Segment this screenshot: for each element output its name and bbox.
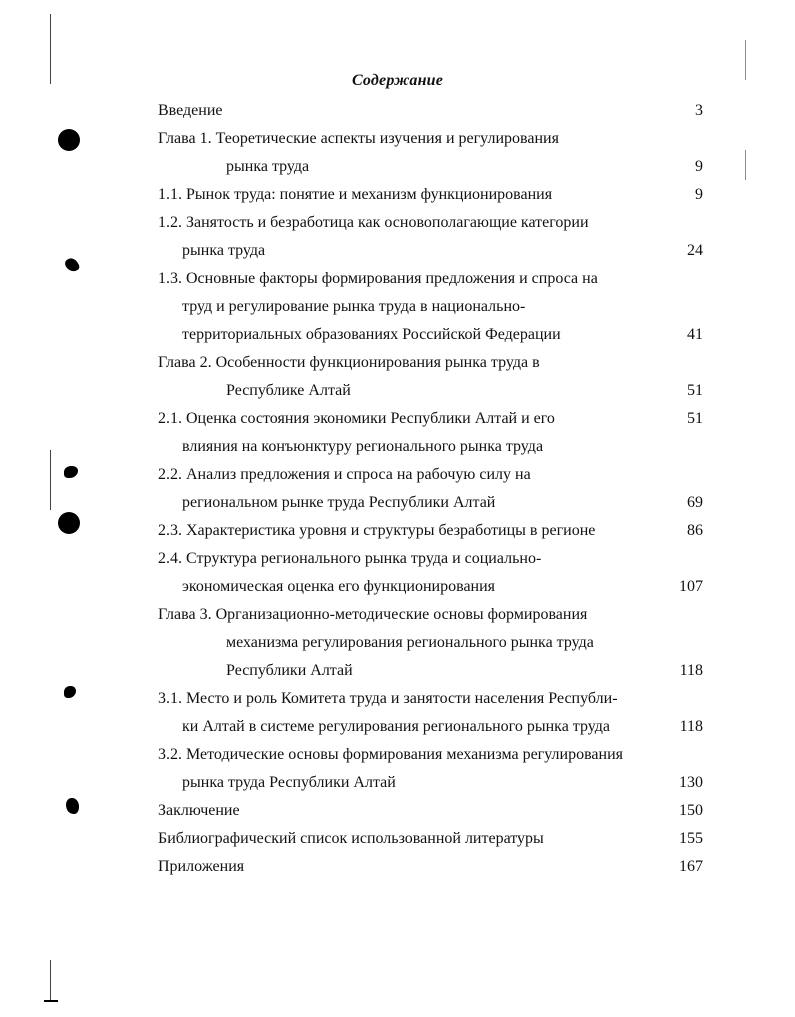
- toc-entry-text: 1.3. Основные факторы формирования предложения и спроса на: [158, 270, 598, 287]
- toc-entry-text: 3.2. Методические основы формирования механизма регулирования: [158, 746, 624, 763]
- toc-entry: [0, 521, 795, 549]
- toc-entry: [0, 465, 795, 493]
- toc-entry-text: 2.2. Анализ предложения и спроса на рабочую силу на: [158, 466, 531, 483]
- toc-entry: [0, 353, 795, 381]
- toc-entry: [0, 157, 795, 185]
- toc-entry: [0, 773, 795, 801]
- toc-entry: [0, 493, 795, 521]
- toc-entry: [0, 325, 795, 353]
- toc-entry-text: рынка труда: [182, 242, 266, 259]
- toc-entry-page: 69: [687, 494, 703, 511]
- scan-edge-mark: [44, 1000, 58, 1002]
- toc-entry-text: Республике Алтай: [226, 382, 351, 399]
- scan-edge-line: [50, 960, 51, 1000]
- toc-entry: [0, 101, 795, 129]
- toc-entry-page: 86: [687, 522, 703, 539]
- toc-entry-text: Глава 2. Особенности функционирования рынка труда в: [158, 354, 540, 371]
- toc-entry: [0, 185, 795, 213]
- toc-entry-text: Введение: [158, 102, 223, 119]
- toc-entry: [0, 829, 795, 857]
- toc-entry-text: 2.3. Характеристика уровня и структуры безработицы в регионе: [158, 522, 596, 539]
- toc-title: Содержание: [351, 72, 444, 89]
- toc-entry-text: Заключение: [158, 802, 240, 819]
- toc-entry: [0, 437, 795, 465]
- toc-entry: [0, 689, 795, 717]
- toc-entry-text: Приложения: [158, 858, 245, 875]
- toc-entry-text: механизма регулирования регионального рынка труда: [226, 634, 594, 651]
- toc-entry: [0, 381, 795, 409]
- toc-entry-text: Библиографический список использованной литературы: [158, 830, 544, 847]
- toc-entry-text: 2.4. Структура регионального рынка труда и социально-: [158, 550, 542, 567]
- toc-entry: [0, 269, 795, 297]
- toc-entry: [0, 745, 795, 773]
- toc-entry-page: 41: [687, 326, 703, 343]
- toc-entry-page: 51: [687, 410, 703, 427]
- toc-entry-page: 118: [679, 662, 703, 679]
- toc-entry-text: территориальных образованиях Российской Федерации: [182, 326, 561, 343]
- toc-entry-text: рынка труда: [226, 158, 310, 175]
- toc-entry-text: 2.1. Оценка состояния экономики Республики Алтай и его: [158, 410, 555, 427]
- toc-entry-text: рынка труда Республики Алтай: [182, 774, 396, 791]
- toc-entry-page: 9: [695, 158, 703, 175]
- toc-entry: [0, 549, 795, 577]
- toc-entry: [0, 717, 795, 745]
- toc-entry-page: 51: [687, 382, 703, 399]
- toc-entry: [0, 605, 795, 633]
- toc-entry: [0, 241, 795, 269]
- toc-entry: [0, 409, 795, 437]
- toc-entry-text: экономическая оценка его функционирования: [182, 578, 496, 595]
- toc-entry-page: 167: [679, 858, 703, 875]
- toc-entry: [0, 129, 795, 157]
- toc-entry-page: 150: [679, 802, 703, 819]
- toc-entry-text: труд и регулирование рынка труда в национально-: [182, 298, 526, 315]
- toc-entry-page: 24: [687, 242, 703, 259]
- toc-entry-text: Глава 1. Теоретические аспекты изучения и регулирования: [158, 130, 559, 147]
- toc-entry: [0, 633, 795, 661]
- toc-entry: [0, 801, 795, 829]
- toc-entry-page: 118: [679, 718, 703, 735]
- toc-entry-page: 9: [695, 186, 703, 203]
- toc-entry-text: Республики Алтай: [226, 662, 353, 679]
- toc-entry: [0, 213, 795, 241]
- toc-entry-text: ки Алтай в системе регулирования регионального рынка труда: [182, 718, 610, 735]
- toc-entry-text: Глава 3. Организационно-методические основы формирования: [158, 606, 588, 623]
- toc-entry-text: 3.1. Место и роль Комитета труда и занятости населения Республи-: [158, 690, 618, 707]
- toc-entry-text: 1.2. Занятость и безработица как основополагающие категории: [158, 214, 589, 231]
- toc-entry-page: 155: [679, 830, 703, 847]
- toc-entry-page: 130: [679, 774, 703, 791]
- toc-entry-page: 3: [695, 102, 703, 119]
- toc-entry: [0, 577, 795, 605]
- toc-entry-text: 1.1. Рынок труда: понятие и механизм функционирования: [158, 186, 553, 203]
- toc-entry-text: влияния на конъюнктуру регионального рынка труда: [182, 438, 544, 455]
- toc-entry: [0, 661, 795, 689]
- toc-entry: [0, 297, 795, 325]
- toc-entry: [0, 857, 795, 885]
- toc-entry-page: 107: [679, 578, 703, 595]
- toc-entry-text: региональном рынке труда Республики Алтай: [182, 494, 496, 511]
